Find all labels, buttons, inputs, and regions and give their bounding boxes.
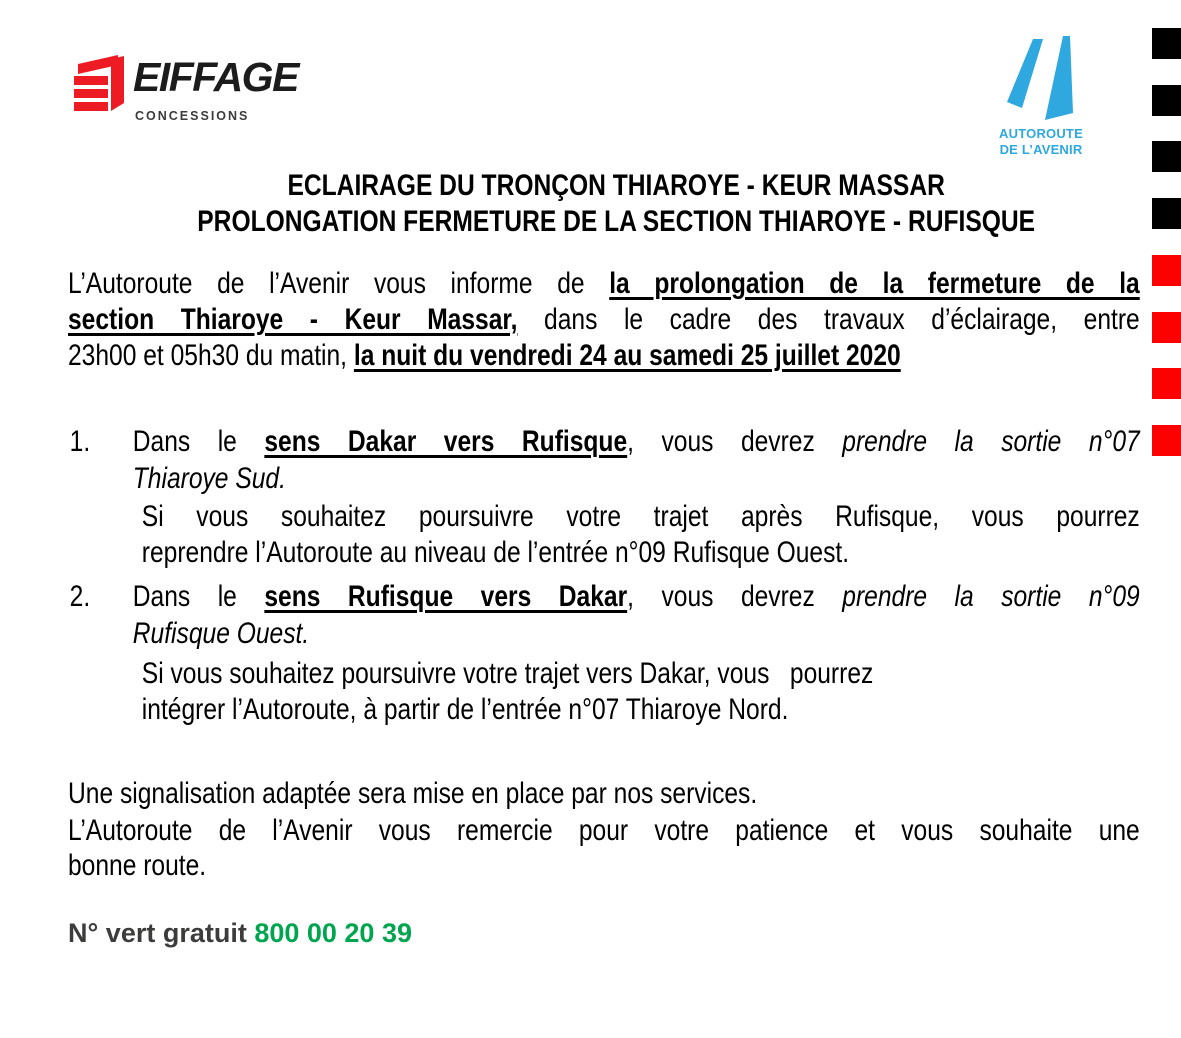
- tollfree-number: 800 00 20 39: [254, 918, 412, 948]
- text-line: [142, 499, 1140, 535]
- intro-paragraph: [68, 266, 1140, 374]
- document-body: [68, 0, 1140, 1038]
- list-item-1-note: [142, 499, 1140, 571]
- eiffage-wordmark: EIFFAGE: [133, 54, 298, 100]
- text-line: [133, 615, 1140, 652]
- autoroute-logo-line1: AUTOROUTE: [999, 126, 1083, 141]
- tollfree-line: [68, 917, 412, 949]
- document-title: [80, 168, 1152, 240]
- text-segment: Dans le: [132, 580, 265, 613]
- eiffage-division-label: CONCESSIONS: [135, 109, 250, 123]
- registration-mark: [1152, 425, 1181, 456]
- text-segment: Si vous souhaitez poursuivre votre trajet après Rufisque, vous pourrez: [141, 500, 1140, 533]
- text-segment: sens Dakar vers Rufisque: [264, 425, 628, 458]
- tollfree-label: N° vert gratuit: [68, 918, 255, 948]
- text-line: [142, 692, 1140, 728]
- text-line: [68, 338, 1140, 374]
- text-line: [68, 813, 1140, 848]
- text-segment: Rufisque Ouest.: [132, 617, 310, 650]
- text-line: [68, 776, 1140, 812]
- title-line-2: PROLONGATION FERMETURE DE LA SECTION THIAROYE - RUFISQUE: [197, 205, 1036, 238]
- text-segment: intégrer l’Autoroute, à partir de l’entrée n°07 Thiaroye Nord.: [141, 693, 789, 726]
- text-line: [68, 266, 1140, 302]
- text-segment: la nuit du vendredi 24 au samedi 25 juillet 2020: [353, 339, 901, 372]
- list-item-1: [68, 423, 1140, 497]
- text-segment: Si vous souhaitez poursuivre votre trajet vers Dakar, vous pourrez: [141, 657, 874, 690]
- text-segment: , vous devrez: [627, 425, 843, 458]
- thanks-paragraph: [68, 813, 1140, 883]
- list-item-2-text: [133, 578, 1140, 652]
- text-segment: bonne route.: [68, 849, 207, 882]
- title-line-1: ECLAIRAGE DU TRONÇON THIAROYE - KEUR MASSAR: [287, 169, 945, 202]
- text-segment: L’Autoroute de l’Avenir vous informe de: [68, 267, 610, 300]
- registration-mark: [1152, 141, 1181, 172]
- text-line: [68, 302, 1140, 338]
- registration-mark: [1152, 85, 1181, 116]
- registration-mark: [1152, 368, 1181, 399]
- text-line: [142, 656, 1140, 692]
- text-segment: prendre la sortie n°07: [842, 425, 1140, 458]
- text-segment: 23h00 et 05h30 du matin,: [68, 339, 354, 372]
- list-item-1-number: 1.: [69, 425, 91, 458]
- text-segment: la prolongation de la fermeture de la: [609, 267, 1140, 300]
- text-segment: prendre la sortie n°09: [842, 580, 1140, 613]
- text-segment: dans le cadre des travaux d’éclairage, entre: [517, 303, 1140, 336]
- text-line: [68, 848, 1140, 883]
- list-item-2-number: 2.: [69, 580, 91, 613]
- text-line: [133, 578, 1140, 615]
- list-item-1-text: [133, 423, 1140, 497]
- text-line: [133, 460, 1140, 497]
- registration-mark: [1152, 312, 1181, 343]
- list-item-2-note: [142, 656, 1140, 728]
- registration-mark: [1152, 198, 1181, 229]
- text-segment: L’Autoroute de l’Avenir vous remercie pour votre patience et vous souhaite une: [68, 814, 1140, 847]
- text-segment: section Thiaroye - Keur Massar,: [68, 303, 518, 336]
- registration-marks: [1152, 0, 1181, 520]
- autoroute-logo-line2: DE L’AVENIR: [999, 141, 1083, 157]
- text-segment: , vous devrez: [627, 580, 843, 613]
- registration-mark: [1152, 28, 1181, 59]
- list-item-2: [68, 578, 1140, 652]
- text-segment: Thiaroye Sud.: [132, 462, 286, 495]
- signage-paragraph: [68, 776, 1140, 812]
- text-segment: reprendre l’Autoroute au niveau de l’entrée n°09 Rufisque Ouest.: [141, 536, 850, 569]
- text-segment: Dans le: [132, 425, 265, 458]
- text-line: [133, 423, 1140, 460]
- text-segment: sens Rufisque vers Dakar: [264, 580, 628, 613]
- text-segment: Une signalisation adaptée sera mise en place par nos services.: [68, 777, 758, 810]
- registration-mark: [1152, 255, 1181, 286]
- text-line: [142, 535, 1140, 571]
